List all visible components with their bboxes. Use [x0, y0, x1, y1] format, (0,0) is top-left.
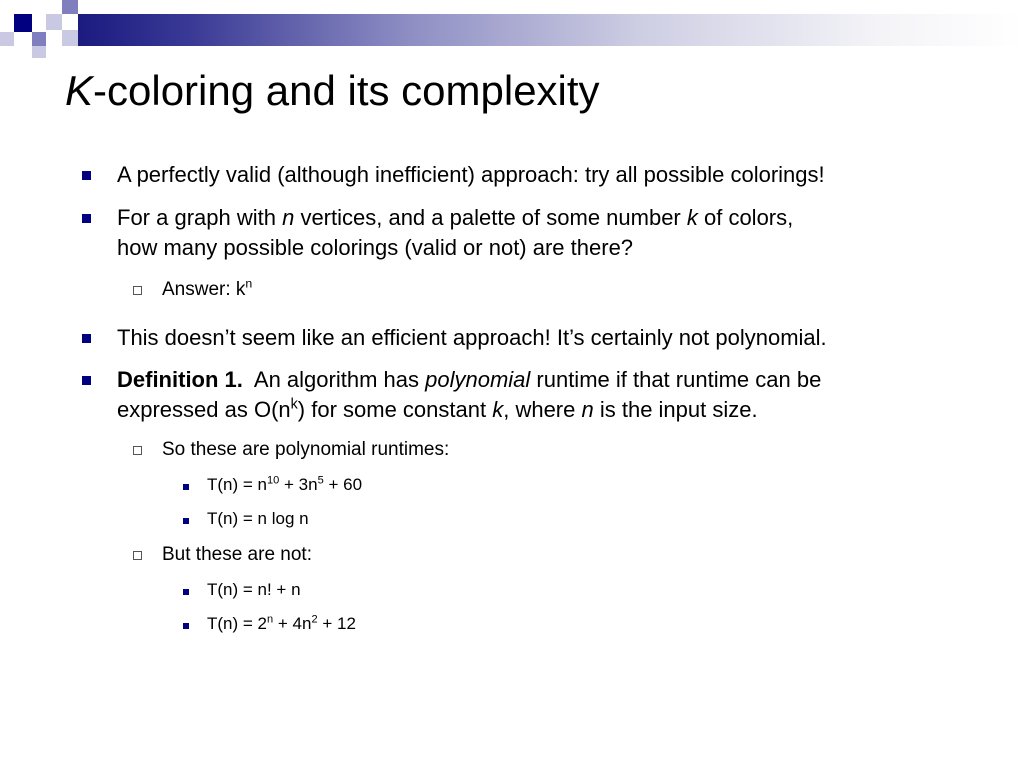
- slide-title: K-coloring and its complexity: [65, 67, 600, 114]
- bullet-2-line-1: For a graph with n vertices, and a palette of some number k of colors,: [117, 205, 794, 230]
- header-gradient-bar: [78, 14, 1024, 46]
- example-poly-2: T(n) = n log n: [207, 509, 309, 528]
- bullet-3-text: This doesn’t seem like an efficient approach! It’s certainly not polynomial.: [117, 325, 827, 350]
- deco-square: [62, 30, 78, 46]
- hollow-square-bullet-icon: [133, 551, 142, 560]
- bullet-square-icon: [82, 214, 91, 223]
- hollow-square-bullet-icon: [133, 286, 142, 295]
- small-square-bullet-icon: [183, 484, 189, 490]
- small-square-bullet-icon: [183, 518, 189, 524]
- definition-line-1: Definition 1. An algorithm has polynomial runtime if that runtime can be: [117, 367, 822, 392]
- small-square-bullet-icon: [183, 623, 189, 629]
- deco-square: [0, 32, 14, 46]
- deco-square: [46, 14, 62, 30]
- bullet-square-icon: [82, 334, 91, 343]
- header-decoration: [0, 0, 1024, 62]
- polynomial-subheading: So these are polynomial runtimes:: [162, 439, 450, 460]
- bullet-square-icon: [82, 376, 91, 385]
- small-square-bullet-icon: [183, 589, 189, 595]
- example-nonpoly-1: T(n) = n! + n: [207, 580, 301, 599]
- bullet-1-text: A perfectly valid (although inefficient) approach: try all possible colorings!: [117, 162, 825, 187]
- deco-square: [32, 32, 46, 46]
- definition-line-2: expressed as $O(n^k)$ for some constant k, where n is the input size.: [117, 396, 758, 422]
- non-polynomial-subheading: But these are not:: [162, 544, 312, 565]
- hollow-square-bullet-icon: [133, 446, 142, 455]
- bullet-2-line-2: how many possible colorings (valid or not) are there?: [117, 235, 634, 260]
- deco-square: [14, 14, 32, 32]
- deco-square: [62, 0, 78, 14]
- example-nonpoly-2: $T(n) = 2^n + 4n^2 + 12$: [207, 613, 356, 633]
- answer-text: Answer: $k^n$: [162, 276, 253, 300]
- deco-square: [32, 46, 46, 58]
- bullet-square-icon: [82, 171, 91, 180]
- example-poly-1: $T(n) = n^{10} + 3n^5 + 60$: [207, 474, 363, 494]
